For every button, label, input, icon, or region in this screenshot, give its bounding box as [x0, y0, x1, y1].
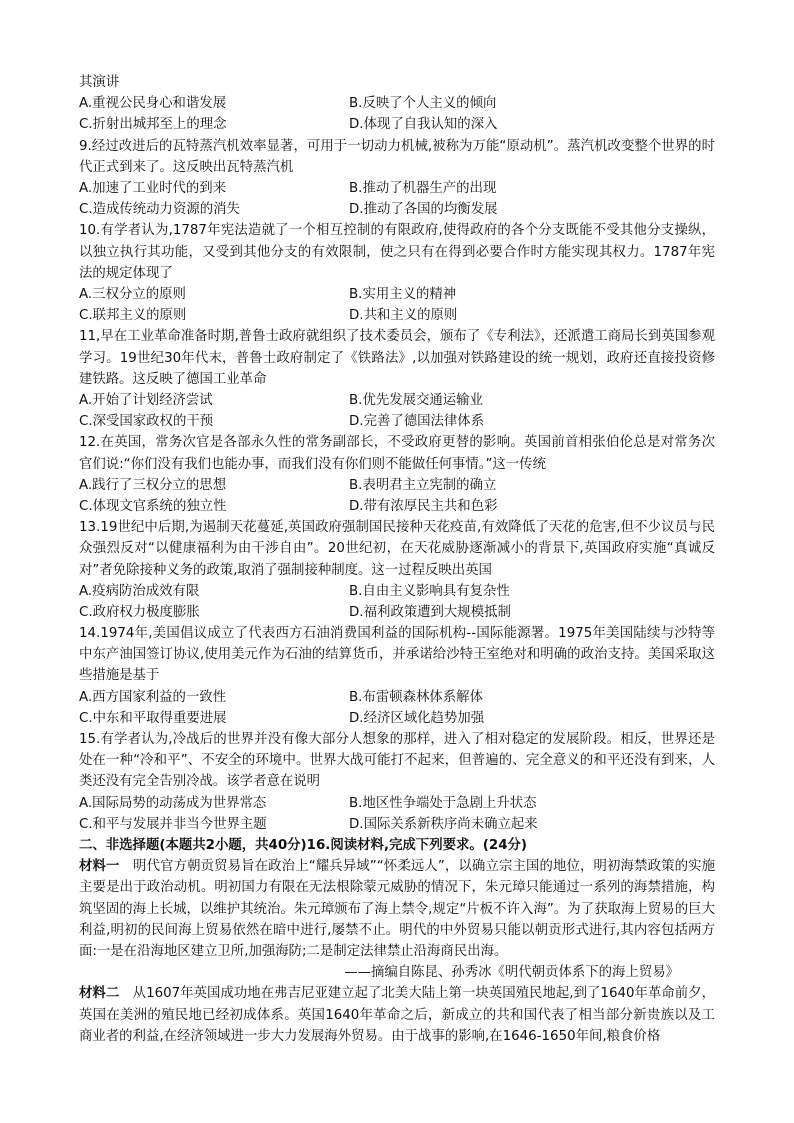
q15-options-row-2 — [79, 814, 715, 835]
q9-option-c: C.造成传统动力资源的消失 — [79, 202, 240, 218]
q8-option-b: B.反映了个人主义的倾向 — [349, 96, 497, 112]
q12-option-a: A.践行了三权分立的思想 — [79, 477, 227, 493]
q9-option-a: A.加速了工业时代的到来 — [79, 180, 227, 196]
section-2-heading: 二、非选择题(本题共2小题，共40分)16.阅读材料,完成下列要求。(24分) — [79, 838, 528, 854]
q14-option-a: A.西方国家利益的一致性 — [79, 689, 227, 705]
q8-option-c: C.折射出城邦至上的理念 — [79, 117, 227, 133]
q15-option-b: B.地区性争端处于急剧上升状态 — [349, 795, 537, 811]
q12-option-c: C.体现文官系统的独立性 — [79, 498, 227, 514]
q8-options-row-2 — [79, 114, 715, 135]
material-1-source: ——摘编自陈昆、孙秀冰《明代朝贡体系下的海上贸易》 — [344, 965, 679, 981]
q11-option-a: A.开始了计划经济尝试 — [79, 392, 213, 408]
q12-options-row-2 — [79, 496, 715, 517]
q14-option-c: C.中东和平取得重要进展 — [79, 710, 227, 726]
q13-option-d: D.福利政策遭到大规模抵制 — [349, 604, 511, 620]
q14-options-row-2 — [79, 708, 715, 729]
exam-page — [79, 72, 715, 1047]
q13-options-row-2 — [79, 602, 715, 623]
q15-stem: 15.有学者认为,冷战后的世界并没有像大部分人想象的那样，进入了相对稳定的发展阶段。相反，世界还是处在一种“冷和平”、不安全的环境中。世界大战可能打不起来，但普遍的、完全意义的和平还没有到来，人类还没有完全告别冷战。该学者意在说明 — [79, 732, 715, 790]
q13-stem: 13.19世纪中后期,为遏制天花蔓延,英国政府强制国民接种天花疫苗,有效降低了天花的危害,但不少议员与民众强烈反对“以健康福利为由干涉自由”。20世纪初，在天花威胁逐渐减小的背景下,英国政府实施“真诚反对”者免除接种义务的政策,取消了强制接种制度。这一过程反映出英国 — [79, 520, 715, 578]
q8-options-row-1 — [79, 93, 715, 114]
q11-option-c: C.深受国家政权的干预 — [79, 414, 214, 430]
q12-stem: 12.在英国，常务次官是各部永久性的常务副部长，不受政府更替的影响。英国前首相张伯伦总是对常务次官们说:“你们没有我们也能办事，而我们没有你们则不能做任何事情。”这一传统 — [79, 435, 715, 472]
q15-option-a: A.国际局势的动荡成为世界常态 — [79, 795, 267, 811]
q15-option-d: D.国际关系新秩序尚未确立起来 — [349, 816, 538, 832]
q9-option-d: D.推动了各国的均衡发展 — [349, 202, 498, 218]
q14-option-d: D.经济区域化趋势加强 — [349, 710, 485, 726]
q11-option-d: D.完善了德国法律体系 — [349, 414, 485, 430]
q9-options-row-1 — [79, 178, 715, 199]
q10-option-d: D.共和主义的原则 — [349, 308, 458, 324]
q9-option-b: B.推动了机器生产的出现 — [349, 180, 497, 196]
q12-options-row-1 — [79, 475, 715, 496]
q8-stem-tail: 其演讲 — [79, 75, 120, 90]
q13-option-b: B.自由主义影响具有复杂性 — [349, 583, 510, 599]
q10-option-c: C.联邦主义的原则 — [79, 308, 187, 324]
material-2-text: 从1607年英国成功地在弗吉尼亚建立起了北美大陆上第一块英国殖民地起,到了1640年革命前夕，英国在美洲的殖民地已经初成体系。英国1640年革命之后，新成立的共和国代表了相当部分新贵族以及工商业者的利益,在经济领域进一步大力发展海外贸易。由于战事的影响,在1646-1650年间,粮食价格 — [79, 986, 716, 1044]
material-1-text: 明代官方朝贡贸易旨在政治上“耀兵异域”“怀柔远人”，以确立宗主国的地位，明初海禁政策的实施主要是出于政治动机。明初国力有限在无法根除蒙元威胁的情况下，朱元璋只能通过一系列的海禁措施，构筑坚固的海上长城，以维护其统治。朱元璋颁布了海上禁令,规定“片板不许入海”。为了获取海上贸易的巨大利益,明初的民间海上贸易依然在暗中进行,屡禁不止。明代的中外贸易只能以朝贡形式进行,其内容包括两方面:一是在沿海地区建立卫所,加强海防;二是制定法律禁止沿海商民出海。 — [79, 859, 716, 960]
q11-options-row-1 — [79, 390, 715, 411]
q14-stem: 14.1974年,美国倡议成立了代表西方石油消费国利益的国际机构--国际能源署。1975年美国陆续与沙特等中东产油国签订协议,使用美元作为石油的结算货币，并承诺给沙特王室绝对和明确的政治支持。美国采取这些措施是基于 — [79, 626, 715, 684]
q14-options-row-1 — [79, 687, 715, 708]
q13-options-row-1 — [79, 581, 715, 602]
material-2-label: 材料二 — [79, 986, 120, 1002]
q11-stem: 11,早在工业革命准备时期,普鲁士政府就组织了技术委员会，颁布了《专利法》，还派遣工商局长到英国参观学习。19世纪30年代末，普鲁士政府制定了《铁路法》,以加强对铁路建设的统一规划，政府还直接投资修建铁路。这反映了德国工业革命 — [79, 329, 715, 387]
q10-option-a: A.三权分立的原则 — [79, 286, 186, 302]
q13-option-a: A.疫病防治成效有限 — [79, 583, 200, 599]
q11-option-b: B.优先发展交通运输业 — [349, 392, 483, 408]
material-2 — [79, 983, 715, 1047]
q15-option-c: C.和平与发展并非当今世界主题 — [79, 816, 267, 832]
q12-option-d: D.带有浓厚民主共和色彩 — [349, 498, 498, 514]
q8-option-a: A.重视公民身心和谐发展 — [79, 96, 227, 112]
material-1-label: 材料一 — [79, 859, 120, 875]
q10-options-row-2 — [79, 305, 715, 326]
q12-option-b: B.表明君主立宪制的确立 — [349, 477, 497, 493]
q10-stem: 10.有学者认为,1787年宪法造就了一个相互控制的有限政府,使得政府的各个分支既能不受其他分支操纵，以独立执行其功能，又受到其他分支的有效限制，使之只有在得到必要合作时方能实现其权力。1787年宪法的规定体现了 — [79, 223, 715, 281]
q11-options-row-2 — [79, 411, 715, 432]
q9-options-row-2 — [79, 199, 715, 220]
q10-options-row-1 — [79, 284, 715, 305]
q15-options-row-1 — [79, 793, 715, 814]
q14-option-b: B.布雷顿森林体系解体 — [349, 689, 483, 705]
q13-option-c: C.政府权力极度膨胀 — [79, 604, 200, 620]
q9-stem: 9.经过改进后的瓦特蒸汽机效率显著，可用于一切动力机械,被称为万能“原动机”。蒸汽机改变整个世界的时代正式到来了。这反映出瓦特蒸汽机 — [79, 138, 715, 175]
q10-option-b: B.实用主义的精神 — [349, 286, 457, 302]
material-1 — [79, 856, 715, 962]
q8-option-d: D.体现了自我认知的深入 — [349, 117, 498, 133]
